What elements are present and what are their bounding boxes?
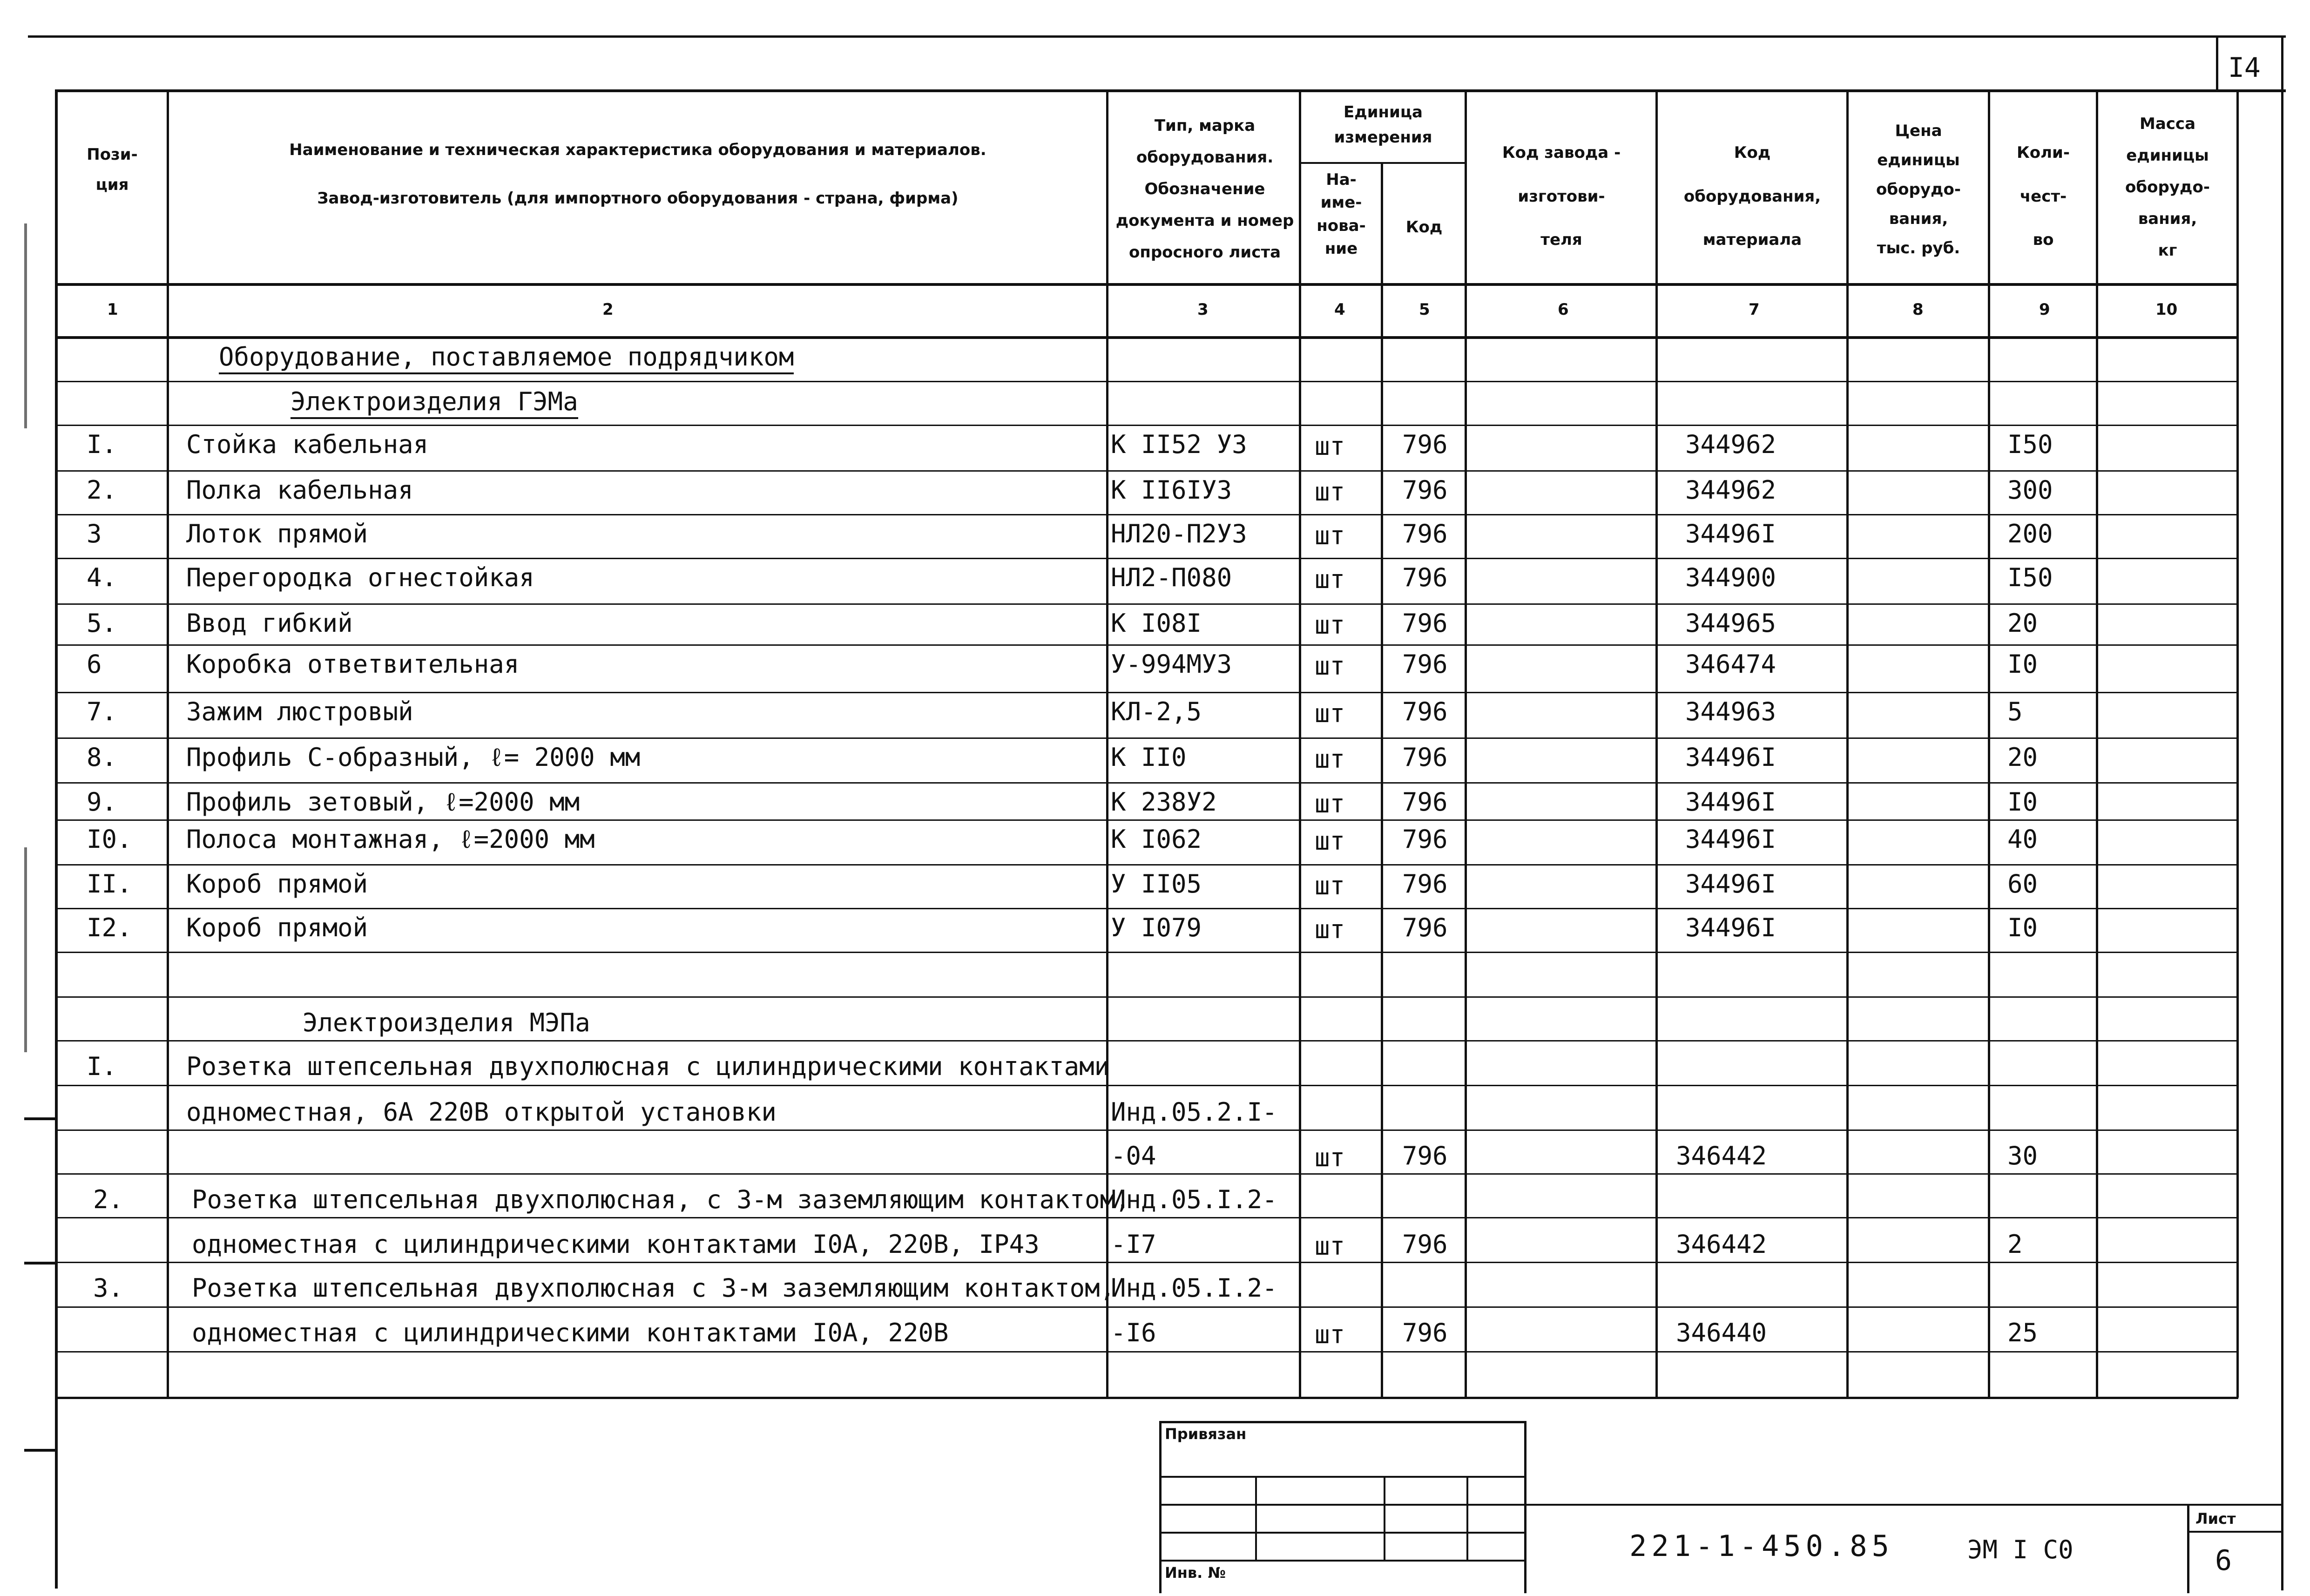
row-equip-code: 346442	[1676, 1230, 1767, 1259]
colnum-bottom-line	[55, 336, 2238, 339]
row-qty: I0	[2007, 649, 2038, 679]
row-name: Короб прямой	[186, 913, 368, 942]
row-code: 796	[1402, 1230, 1448, 1259]
stamp-inv-no: Инв. №	[1165, 1564, 1226, 1582]
row-equip-code: 34496I	[1685, 913, 1776, 942]
row-position: II.	[87, 869, 132, 899]
row-type: У I079	[1111, 913, 1202, 942]
top-frame-line	[28, 35, 2286, 38]
row-position: 8.	[87, 743, 117, 772]
section-title-contractor: Оборудование, поставляемое подрядчиком	[219, 345, 794, 370]
row-equip-code: 34496I	[1685, 519, 1776, 548]
row-qty: 25	[2007, 1318, 2038, 1347]
row-type: У-994МУ3	[1111, 649, 1232, 679]
header-price: Цена единицы оборудо- вания, тыс. руб.	[1876, 122, 1961, 257]
row-qty: 5	[2007, 697, 2023, 726]
row-position: 7.	[87, 697, 117, 726]
row-qty: I50	[2007, 563, 2053, 592]
row-type: -04	[1111, 1141, 1156, 1170]
row-position: 3.	[93, 1273, 124, 1303]
row-position: 4.	[87, 563, 117, 592]
margin-tick	[24, 1262, 58, 1265]
margin-mark	[24, 223, 27, 428]
row-unit: шт	[1315, 826, 1345, 856]
row-code: 796	[1402, 869, 1448, 899]
top-box-right	[2281, 35, 2283, 1590]
row-qty: 60	[2007, 869, 2038, 899]
col-number: 3	[1197, 300, 1209, 319]
row-name: одноместная с цилиндрическими контактами I0А, 220В, IP43	[192, 1230, 1040, 1259]
row-unit: шт	[1315, 871, 1345, 900]
row-code: 796	[1402, 787, 1448, 817]
row-qty: 40	[2007, 825, 2038, 854]
col-number: 1	[107, 300, 118, 319]
row-name: Коробка ответвительная	[186, 649, 520, 679]
body-bottom-line	[55, 1397, 2238, 1399]
row-type: Инд.05.I.2-	[1111, 1273, 1277, 1303]
sheet-number: 6	[2215, 1544, 2232, 1577]
col-number: 4	[1334, 300, 1345, 319]
row-type: У II05	[1111, 869, 1202, 899]
row-equip-code: 34496I	[1685, 869, 1776, 899]
sheet-label: Лист	[2195, 1510, 2236, 1528]
header-unit: Единица измерения	[1334, 103, 1432, 147]
margin-mark	[24, 847, 27, 1052]
row-position: 2.	[87, 475, 117, 505]
col-number: 6	[1558, 300, 1569, 319]
row-name: одноместная с цилиндрическими контактами I0А, 220В	[192, 1318, 949, 1347]
row-position: 6	[87, 649, 102, 679]
header-name-line1: Наименование и техническая характеристика оборудования и материалов.	[289, 141, 986, 159]
row-type: К 238У2	[1111, 787, 1217, 817]
header-equip-code: Код оборудования, материала	[1683, 143, 1821, 249]
row-equip-code: 34496I	[1685, 825, 1776, 854]
row-unit: шт	[1315, 521, 1345, 550]
document-code: 221-1-450.85	[1629, 1529, 1894, 1563]
row-type: -I6	[1111, 1318, 1156, 1347]
row-unit: шт	[1315, 1320, 1345, 1349]
row-position: 3	[87, 519, 102, 548]
row-position: 2.	[93, 1185, 124, 1214]
header-position: Пози- ция	[87, 145, 138, 194]
row-code: 796	[1402, 649, 1448, 679]
row-name: одноместная, 6А 220В открытой установки	[186, 1097, 777, 1127]
row-code: 796	[1402, 475, 1448, 505]
row-qty: 30	[2007, 1141, 2038, 1170]
row-name: Профиль зетовый, ℓ=2000 мм	[186, 787, 580, 817]
row-equip-code: 344962	[1685, 475, 1776, 505]
row-unit: шт	[1315, 789, 1345, 818]
row-code: 796	[1402, 825, 1448, 854]
section-gema: Электроизделия ГЭМа	[290, 389, 578, 414]
header-factory-code: Код завода - изготови- теля	[1502, 143, 1621, 249]
row-qty: I0	[2007, 787, 2038, 817]
row-unit: шт	[1315, 477, 1345, 507]
row-type: К I08I	[1111, 609, 1202, 638]
row-qty: I50	[2007, 430, 2053, 459]
row-name: Ввод гибкий	[186, 609, 353, 638]
row-equip-code: 344965	[1685, 609, 1776, 638]
row-unit: шт	[1315, 744, 1345, 774]
row-unit: шт	[1315, 1231, 1345, 1261]
row-name: Полка кабельная	[186, 475, 413, 505]
row-type: КЛ-2,5	[1111, 697, 1202, 726]
row-qty: I0	[2007, 913, 2038, 942]
row-type: НЛ2-П080	[1111, 563, 1232, 592]
top-sheet-number: I4	[2228, 52, 2261, 83]
row-code: 796	[1402, 1141, 1448, 1170]
margin-tick	[24, 1117, 58, 1120]
row-type: Инд.05.2.I-	[1111, 1097, 1277, 1127]
col-number: 8	[1912, 300, 1924, 319]
col-number: 10	[2155, 300, 2178, 319]
col-number: 5	[1419, 300, 1430, 319]
row-position: I.	[87, 430, 117, 459]
row-type: К II0	[1111, 743, 1187, 772]
row-equip-code: 346474	[1685, 649, 1776, 679]
row-position: I0.	[87, 825, 132, 854]
row-name: Полоса монтажная, ℓ=2000 мм	[186, 825, 595, 854]
header-bottom-line	[55, 283, 2238, 286]
row-name: Профиль С-образный, ℓ= 2000 мм	[186, 743, 641, 772]
row-position: 9.	[87, 787, 117, 817]
row-code: 796	[1402, 563, 1448, 592]
col-number: 7	[1749, 300, 1760, 319]
row-name: Розетка штепсельная двухполюсная с 3-м заземляющим контактом,	[192, 1273, 1115, 1303]
row-type: Инд.05.I.2-	[1111, 1185, 1277, 1214]
row-name: Розетка штепсельная двухполюсная, с 3-м заземляющим контактом,	[192, 1185, 1130, 1214]
row-position: 5.	[87, 609, 117, 638]
header-unit-name: На- име- нова- ние	[1317, 170, 1366, 258]
row-name: Короб прямой	[186, 869, 368, 899]
row-type: К II52 У3	[1111, 430, 1247, 459]
row-code: 796	[1402, 743, 1448, 772]
row-code: 796	[1402, 697, 1448, 726]
stamp-linked: Привязан	[1165, 1425, 1247, 1443]
row-unit: шт	[1315, 651, 1345, 681]
row-type: К II6IУ3	[1111, 475, 1232, 505]
table-top-border	[55, 89, 2286, 92]
header-type: Тип, марка оборудования. Обозначение документа и номер опросного листа	[1115, 116, 1294, 262]
row-equip-code: 34496I	[1685, 743, 1776, 772]
row-type: -I7	[1111, 1230, 1156, 1259]
top-box-left	[2216, 35, 2218, 91]
row-type: К I062	[1111, 825, 1202, 854]
row-unit: шт	[1315, 915, 1345, 944]
row-name: Лоток прямой	[186, 519, 368, 548]
row-equip-code: 346442	[1676, 1141, 1767, 1170]
row-code: 796	[1402, 430, 1448, 459]
row-qty: 2	[2007, 1230, 2023, 1259]
section-mepa: Электроизделия МЭПа	[303, 1008, 590, 1037]
row-name: Розетка штепсельная двухполюсная с цилиндрическими контактами	[186, 1052, 1110, 1081]
row-qty: 20	[2007, 609, 2038, 638]
margin-tick	[24, 1449, 58, 1452]
row-position: I2.	[87, 913, 132, 942]
row-unit: шт	[1315, 699, 1345, 728]
row-name: Стойка кабельная	[186, 430, 429, 459]
row-equip-code: 344963	[1685, 697, 1776, 726]
col-number: 2	[602, 300, 614, 319]
row-equip-code: 346440	[1676, 1318, 1767, 1347]
row-unit: шт	[1315, 1143, 1345, 1172]
row-equip-code: 344962	[1685, 430, 1776, 459]
row-unit: шт	[1315, 610, 1345, 640]
header-mass: Масса единицы оборудо- вания, кг	[2125, 115, 2210, 260]
row-equip-code: 344900	[1685, 563, 1776, 592]
row-name: Зажим люстровый	[186, 697, 413, 726]
header-qty: Коли- чест- во	[2017, 143, 2070, 249]
row-qty: 200	[2007, 519, 2053, 548]
row-code: 796	[1402, 609, 1448, 638]
row-qty: 20	[2007, 743, 2038, 772]
row-code: 796	[1402, 913, 1448, 942]
header-name-line2: Завод-изготовитель (для импортного оборудования - страна, фирма)	[317, 189, 959, 208]
table-left-border	[55, 89, 58, 1589]
row-name: Перегородка огнестойкая	[186, 563, 534, 592]
col-number: 9	[2039, 300, 2050, 319]
row-code: 796	[1402, 519, 1448, 548]
row-code: 796	[1402, 1318, 1448, 1347]
row-position: I.	[87, 1052, 117, 1081]
row-qty: 300	[2007, 475, 2053, 505]
row-unit: шт	[1315, 565, 1345, 594]
row-equip-code: 34496I	[1685, 787, 1776, 817]
document-mark: ЭМ I С0	[1967, 1535, 2074, 1564]
row-type: НЛ20-П2У3	[1111, 519, 1247, 548]
header-unit-code: Код	[1405, 218, 1443, 237]
row-unit: шт	[1315, 432, 1345, 461]
